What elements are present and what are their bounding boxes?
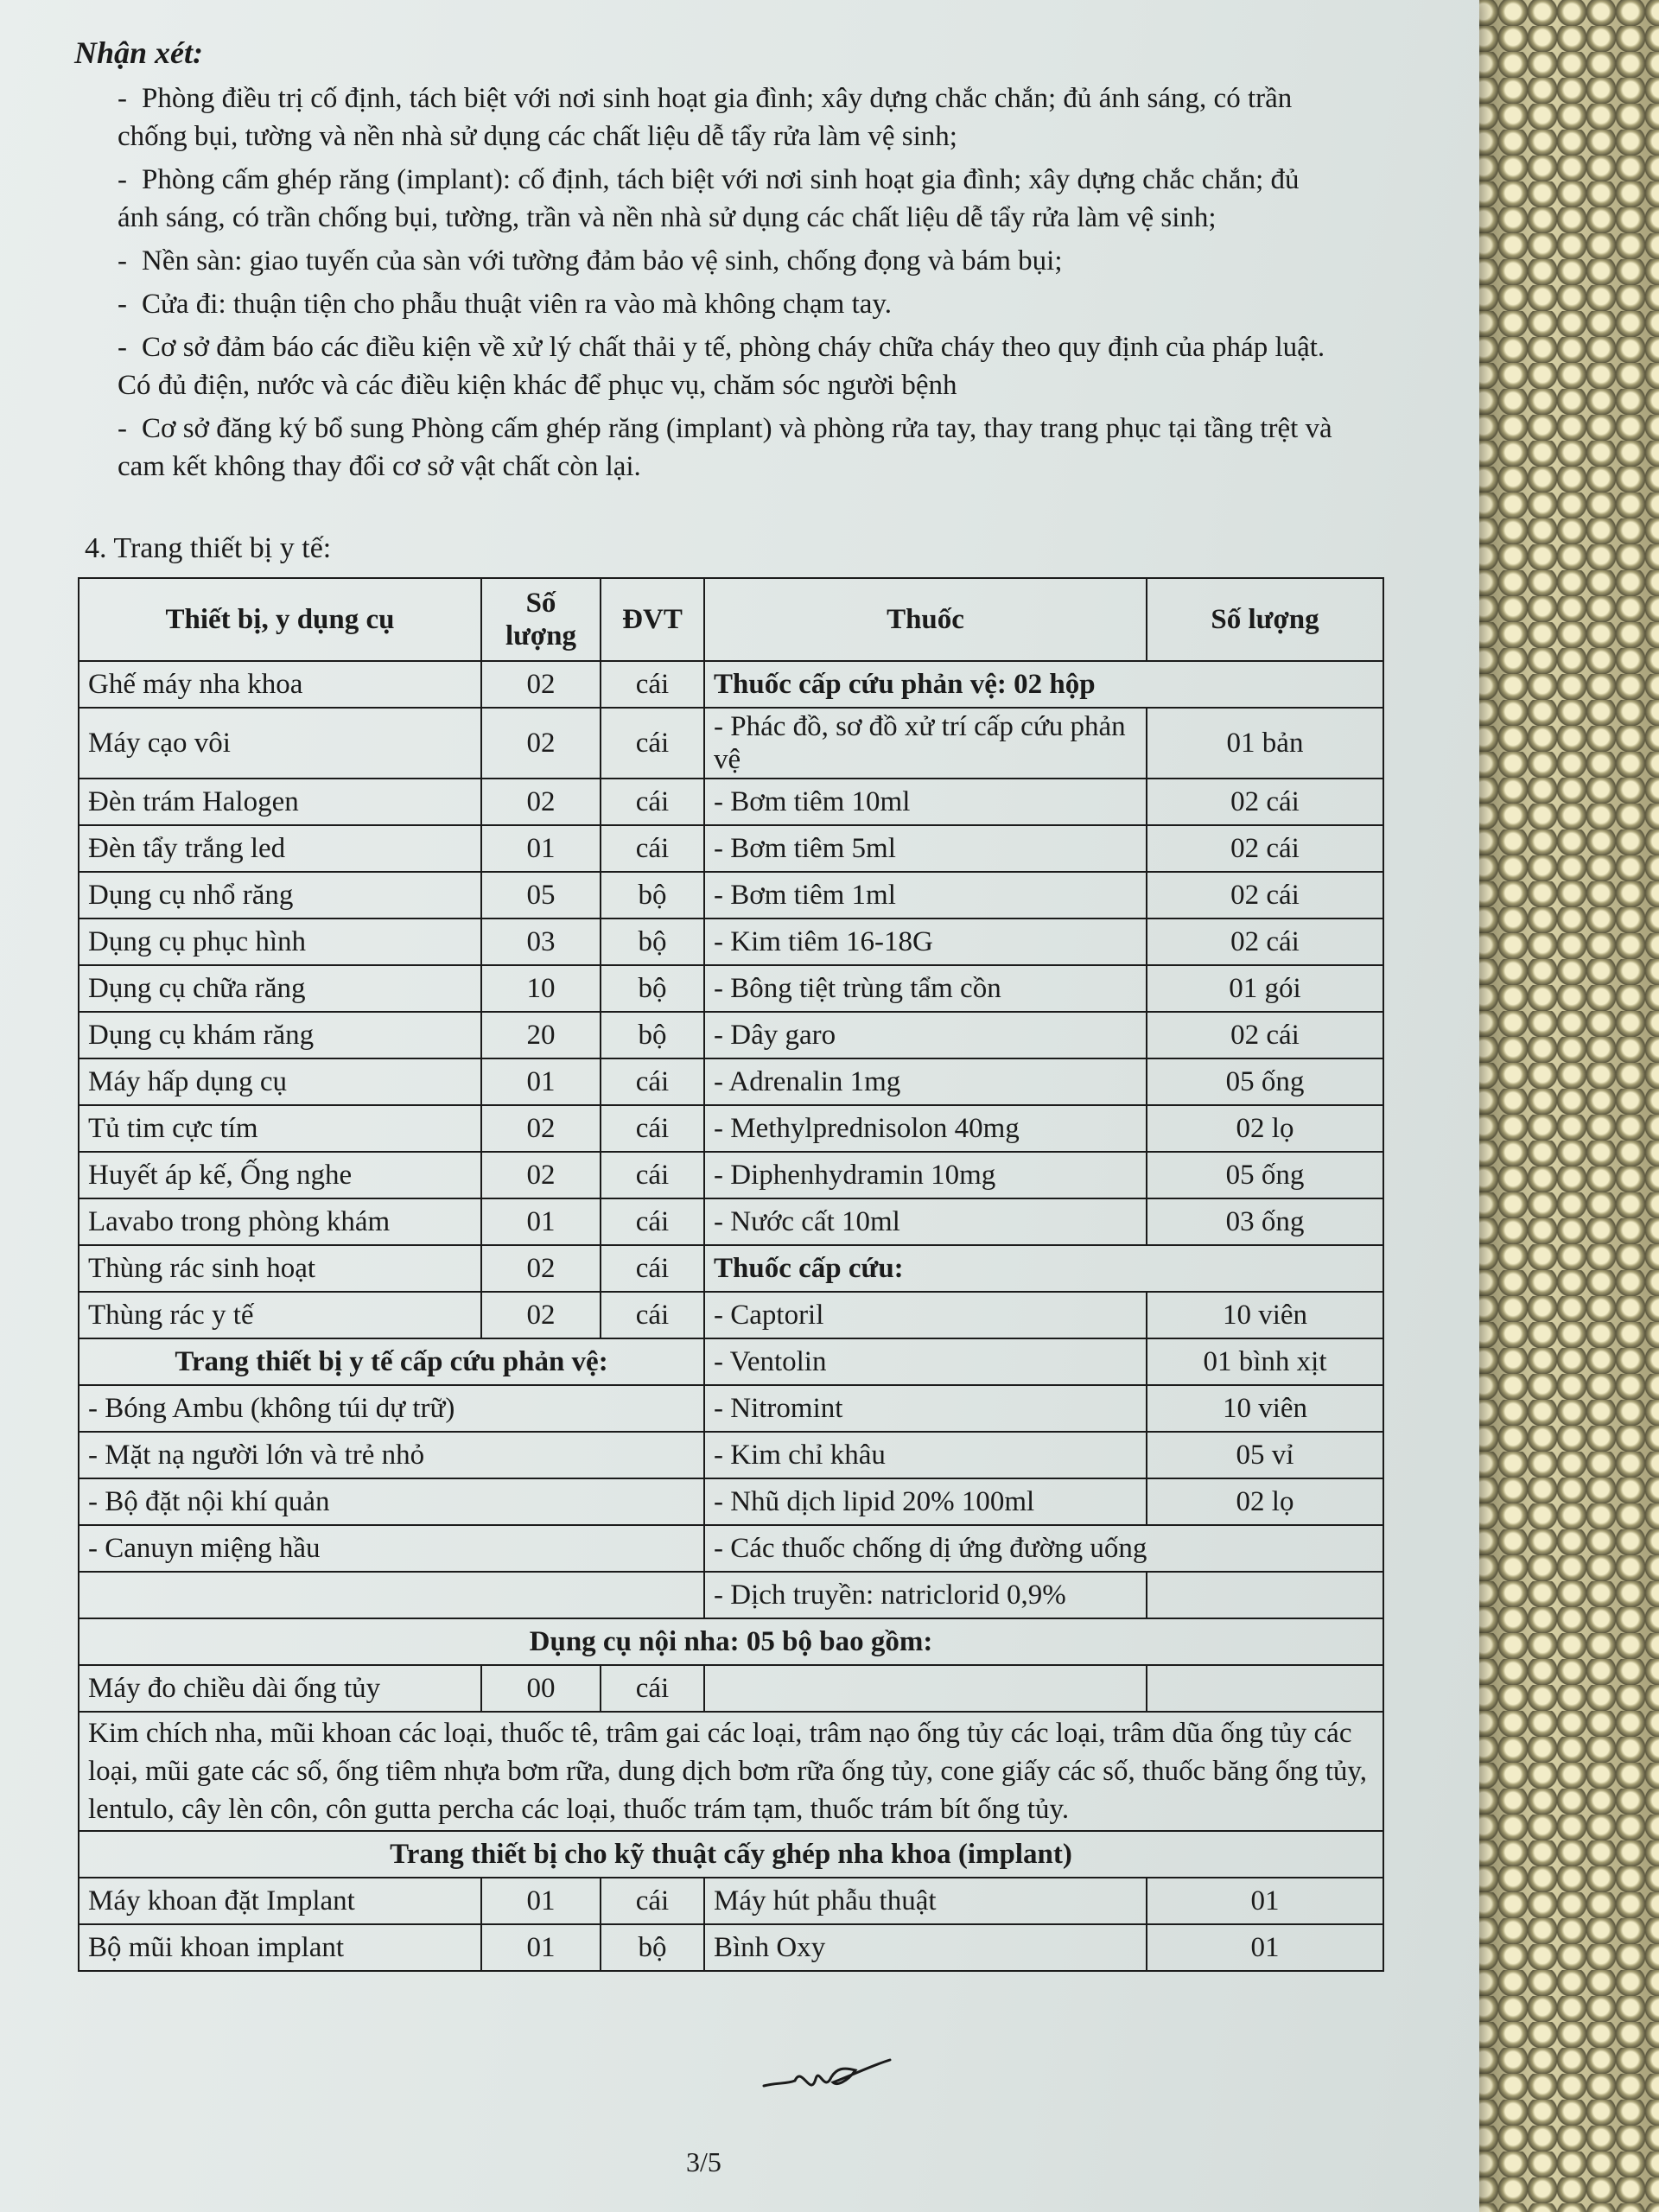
- table-row: Dụng cụ chữa răng 10 bộ - Bông tiệt trùng tẩm cồn 01 gói: [79, 965, 1383, 1012]
- page-number: 3/5: [686, 2146, 721, 2177]
- table-row: Thùng rác sinh hoạt 02 cái Thuốc cấp cứu:: [79, 1245, 1383, 1292]
- remarks-heading: Nhận xét:: [74, 35, 204, 70]
- header-drug-quantity: Số lượng: [1147, 578, 1383, 661]
- table-row: Tủ tim cực tím 02 cái - Methylprednisolon 40mg 02 lọ: [79, 1105, 1383, 1152]
- anaphylaxis-drugs-title: Thuốc cấp cứu phản vệ: 02 hộp: [704, 661, 1383, 708]
- table-row: Máy khoan đặt Implant 01 cái Máy hút phẫu thuật 01: [79, 1878, 1383, 1924]
- table-row: Máy hấp dụng cụ 01 cái - Adrenalin 1mg 05 ống: [79, 1058, 1383, 1105]
- remark-item: - Phòng cấm ghép răng (implant): cố định, tách biệt với nơi sinh hoạt gia đình; xây dựng chắc chắn; đủ ánh sáng, có trần chống bụi, tường, trần và nền nhà sử dụng các chất liệu dễ tẩy rửa làm vệ sinh;: [118, 164, 1300, 233]
- remark-item: - Cơ sở đảm báo các điều kiện về xử lý chất thải y tế, phòng cháy chữa cháy theo quy định của pháp luật. Có đủ điện, nước và các điều kiện khác để phục vụ, chăm sóc người bệnh: [118, 332, 1325, 401]
- table-row: - Dịch truyền: natriclorid 0,9%: [79, 1572, 1383, 1618]
- remark-item: - Phòng điều trị cố định, tách biệt với nơi sinh hoạt gia đình; xây dựng chắc chắn; đủ ánh sáng, có trần chống bụi, tường và nền nhà sử dụng các chất liệu dễ tẩy rửa làm vệ sinh;: [118, 83, 1293, 152]
- table-row: Bộ mũi khoan implant 01 bộ Bình Oxy 01: [79, 1924, 1383, 1971]
- emergency-drugs-title: Thuốc cấp cứu:: [704, 1245, 1383, 1292]
- remark-item: - Nền sàn: giao tuyến của sàn với tường đảm bảo vệ sinh, chống đọng và bám bụi;: [118, 245, 1063, 276]
- section-title: 4. Trang thiết bị y tế:: [85, 532, 332, 564]
- table-row: Đèn tẩy trắng led 01 cái - Bơm tiêm 5ml 02 cái: [79, 825, 1383, 872]
- table-row: Ghế máy nha khoa 02 cái Thuốc cấp cứu phản vệ: 02 hộp: [79, 661, 1383, 708]
- anaphylaxis-equipment-title: Trang thiết bị y tế cấp cứu phản vệ:: [79, 1338, 704, 1385]
- header-unit: ĐVT: [601, 578, 704, 661]
- table-row: Thùng rác y tế 02 cái - Captoril 10 viên: [79, 1292, 1383, 1338]
- remark-item: - Cửa đi: thuận tiện cho phẫu thuật viên ra vào mà không chạm tay.: [118, 289, 893, 320]
- table-row: Dụng cụ phục hình 03 bộ - Kim tiêm 16-18G 02 cái: [79, 918, 1383, 965]
- table-row: - Mặt nạ người lớn và trẻ nhỏ - Kim chỉ khâu 05 vỉ: [79, 1432, 1383, 1478]
- table-row: Dụng cụ nhổ răng 05 bộ - Bơm tiêm 1ml 02 cái: [79, 872, 1383, 918]
- table-row: - Canuyn miệng hầu - Các thuốc chống dị ứng đường uống: [79, 1525, 1383, 1572]
- handwritten-signature: [760, 2048, 899, 2108]
- table-row: Lavabo trong phòng khám 01 cái - Nước cất 10ml 03 ống: [79, 1198, 1383, 1245]
- endodontic-items-text: Kim chích nha, mũi khoan các loại, thuốc tê, trâm gai các loại, trâm nạo ống tủy các loại, trâm dũa ống tủy các loại, mũi gate các số, ống tiêm nhựa bơm rữa, dung dịch bơm rữa ống tủy, cone giấy các số, thuốc băng ống tủy, lentulo, cây lèn côn, côn gutta percha các loại, thuốc trám tạm, thuốc trám bít ống tủy.: [79, 1712, 1383, 1831]
- table-row: - Bộ đặt nội khí quản - Nhũ dịch lipid 20% 100ml 02 lọ: [79, 1478, 1383, 1525]
- header-equipment: Thiết bị, y dụng cụ: [79, 578, 481, 661]
- table-row: [79, 1712, 1383, 1831]
- table-row: [79, 1831, 1383, 1878]
- table-row: Đèn trám Halogen 02 cái - Bơm tiêm 10ml 02 cái: [79, 779, 1383, 825]
- table-row: Dụng cụ khám răng 20 bộ - Dây garo 02 cái: [79, 1012, 1383, 1058]
- implant-title: Trang thiết bị cho kỹ thuật cấy ghép nha khoa (implant): [79, 1831, 1383, 1878]
- table-row: Trang thiết bị y tế cấp cứu phản vệ: - Ventolin 01 bình xịt: [79, 1338, 1383, 1385]
- header-drug: Thuốc: [704, 578, 1147, 661]
- table-row: [79, 1618, 1383, 1665]
- table-row: - Bóng Ambu (không túi dự trữ) - Nitromint 10 viên: [79, 1385, 1383, 1432]
- table-header-row: [79, 578, 1383, 661]
- remarks-list: [118, 79, 1344, 491]
- table-row: Máy cạo vôi 02 cái - Phác đồ, sơ đồ xử trí cấp cứu phản vệ 01 bản: [79, 708, 1383, 779]
- endodontic-title: Dụng cụ nội nha: 05 bộ bao gồm:: [79, 1618, 1383, 1665]
- table-surface-background: [1469, 0, 1659, 2212]
- header-quantity: Số lượng: [481, 578, 601, 661]
- remark-item: - Cơ sở đăng ký bổ sung Phòng cấm ghép răng (implant) và phòng rửa tay, thay trang phục tại tầng trệt và cam kết không thay đổi cơ sở vật chất còn lại.: [118, 413, 1332, 482]
- equipment-table: [78, 577, 1384, 1972]
- table-row: Huyết áp kế, Ống nghe 02 cái - Diphenhydramin 10mg 05 ống: [79, 1152, 1383, 1198]
- table-row: Máy đo chiều dài ống tủy 00 cái: [79, 1665, 1383, 1712]
